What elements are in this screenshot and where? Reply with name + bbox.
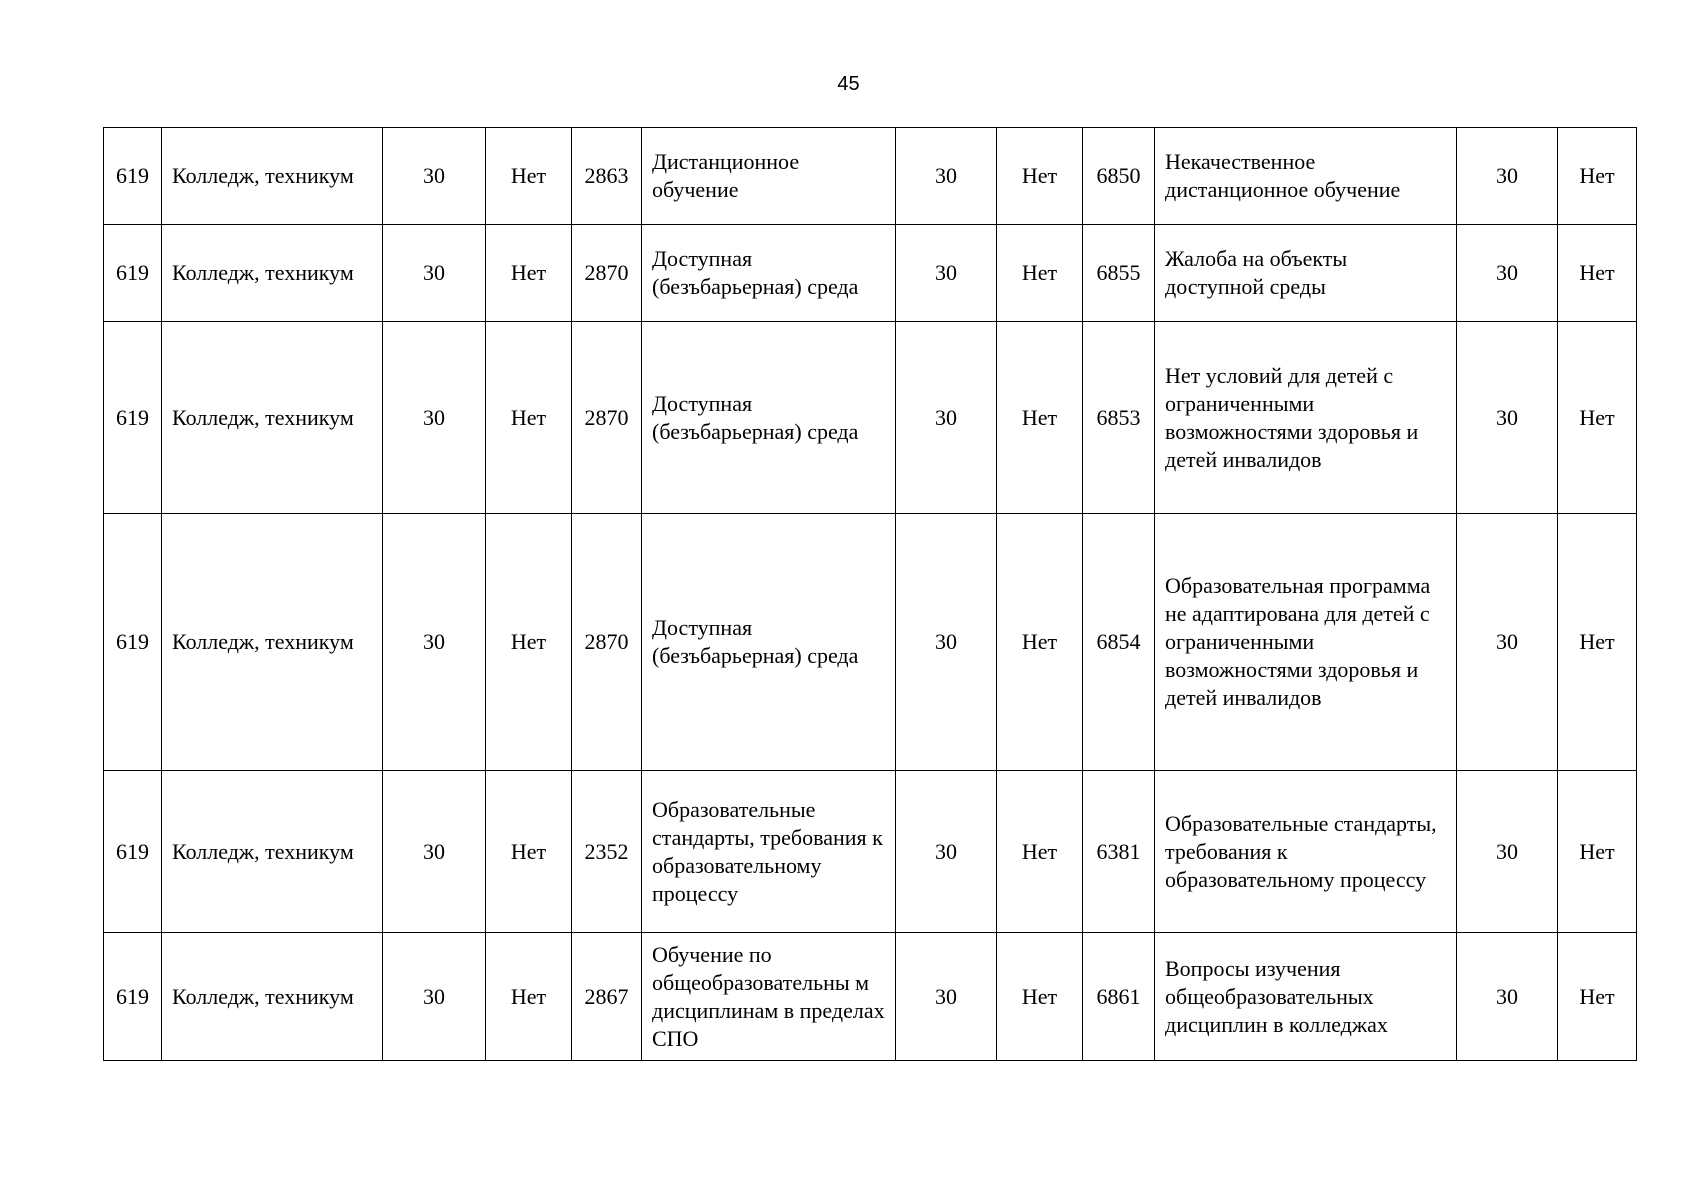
cell-days: 30	[896, 771, 997, 933]
cell-days: 30	[1457, 771, 1558, 933]
cell-days: 30	[1457, 322, 1558, 514]
cell-subtopic: Образовательные стандарты, требования к образовательному процессу	[1155, 771, 1457, 933]
cell-topic-code: 2352	[572, 771, 642, 933]
document-table	[103, 127, 1637, 1061]
table-row	[104, 933, 1637, 1061]
cell-subtopic-code: 6381	[1083, 771, 1155, 933]
cell-flag: Нет	[997, 771, 1083, 933]
cell-flag: Нет	[1558, 933, 1637, 1061]
table-row	[104, 771, 1637, 933]
cell-topic: Доступная (безъбарьерная) среда	[642, 225, 896, 322]
cell-code: 619	[104, 128, 162, 225]
cell-topic: Образовательные стандарты, требования к образовательному процессу	[642, 771, 896, 933]
cell-subtopic-code: 6855	[1083, 225, 1155, 322]
cell-days: 30	[1457, 514, 1558, 771]
cell-institution: Колледж, техникум	[162, 514, 383, 771]
cell-institution: Колледж, техникум	[162, 933, 383, 1061]
cell-flag: Нет	[997, 933, 1083, 1061]
cell-subtopic: Нет условий для детей с ограниченными возможностями здоровья и детей инвалидов	[1155, 322, 1457, 514]
cell-subtopic-code: 6853	[1083, 322, 1155, 514]
table-row	[104, 322, 1637, 514]
cell-flag: Нет	[997, 225, 1083, 322]
cell-days: 30	[896, 225, 997, 322]
cell-subtopic-code: 6850	[1083, 128, 1155, 225]
table-row	[104, 225, 1637, 322]
page-number: 45	[837, 73, 860, 95]
cell-code: 619	[104, 514, 162, 771]
cell-flag: Нет	[486, 128, 572, 225]
cell-subtopic-code: 6861	[1083, 933, 1155, 1061]
cell-flag: Нет	[486, 514, 572, 771]
cell-days: 30	[383, 514, 486, 771]
cell-days: 30	[896, 933, 997, 1061]
cell-days: 30	[383, 771, 486, 933]
cell-flag: Нет	[486, 771, 572, 933]
cell-topic-code: 2870	[572, 225, 642, 322]
cell-flag: Нет	[1558, 322, 1637, 514]
cell-institution: Колледж, техникум	[162, 322, 383, 514]
cell-flag: Нет	[997, 322, 1083, 514]
cell-institution: Колледж, техникум	[162, 225, 383, 322]
cell-flag: Нет	[1558, 514, 1637, 771]
cell-subtopic: Вопросы изучения общеобразовательных дисциплин в колледжах	[1155, 933, 1457, 1061]
cell-topic: Доступная (безъбарьерная) среда	[642, 322, 896, 514]
cell-days: 30	[383, 933, 486, 1061]
cell-flag: Нет	[486, 225, 572, 322]
cell-days: 30	[383, 225, 486, 322]
cell-subtopic-code: 6854	[1083, 514, 1155, 771]
cell-flag: Нет	[1558, 771, 1637, 933]
cell-days: 30	[1457, 225, 1558, 322]
cell-days: 30	[383, 128, 486, 225]
table-row	[104, 514, 1637, 771]
cell-flag: Нет	[486, 933, 572, 1061]
cell-topic: Обучение по общеобразовательны м дисциплинам в пределах СПО	[642, 933, 896, 1061]
cell-topic: Доступная (безъбарьерная) среда	[642, 514, 896, 771]
cell-days: 30	[896, 322, 997, 514]
cell-code: 619	[104, 933, 162, 1061]
cell-topic-code: 2863	[572, 128, 642, 225]
cell-topic-code: 2867	[572, 933, 642, 1061]
cell-institution: Колледж, техникум	[162, 128, 383, 225]
cell-days: 30	[896, 514, 997, 771]
cell-code: 619	[104, 225, 162, 322]
cell-flag: Нет	[1558, 225, 1637, 322]
cell-code: 619	[104, 322, 162, 514]
cell-flag: Нет	[997, 514, 1083, 771]
cell-code: 619	[104, 771, 162, 933]
cell-days: 30	[383, 322, 486, 514]
cell-topic: Дистанционное обучение	[642, 128, 896, 225]
cell-flag: Нет	[1558, 128, 1637, 225]
cell-subtopic: Некачественное дистанционное обучение	[1155, 128, 1457, 225]
cell-days: 30	[1457, 128, 1558, 225]
cell-topic-code: 2870	[572, 322, 642, 514]
cell-flag: Нет	[486, 322, 572, 514]
table-row	[104, 128, 1637, 225]
cell-institution: Колледж, техникум	[162, 771, 383, 933]
cell-topic-code: 2870	[572, 514, 642, 771]
cell-days: 30	[896, 128, 997, 225]
cell-subtopic: Образовательная программа не адаптирована для детей с ограниченными возможностями здоровья и детей инвалидов	[1155, 514, 1457, 771]
cell-days: 30	[1457, 933, 1558, 1061]
cell-flag: Нет	[997, 128, 1083, 225]
cell-subtopic: Жалоба на объекты доступной среды	[1155, 225, 1457, 322]
